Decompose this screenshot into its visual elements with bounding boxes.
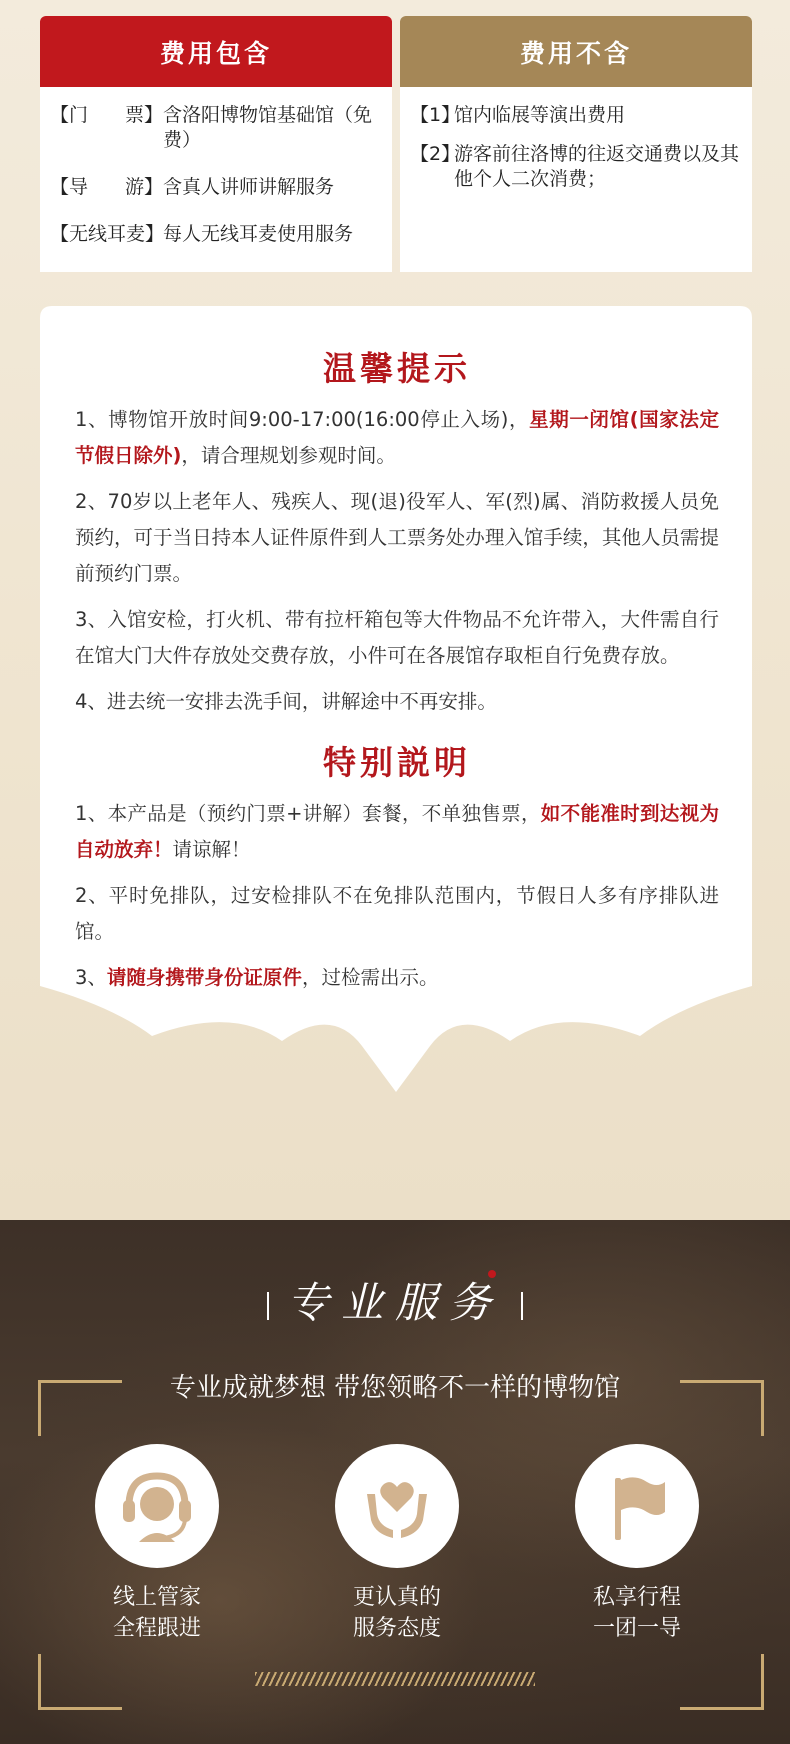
divider	[267, 1292, 269, 1320]
fee-section	[40, 16, 752, 272]
fee-included-list	[40, 87, 392, 247]
service-item	[297, 1444, 497, 1644]
service-subtitle: 专业成就梦想 带您领略不一样的博物馆	[169, 1373, 621, 1403]
tip-item: 2、70岁以上老年人、残疾人、现(退)役军人、军(烈)属、消防救援人员免预约，可于当日持本人证件原件到人工票务处办理入馆手续，其他人员需提前预约门票。	[75, 490, 719, 585]
list-item	[50, 222, 382, 247]
fee-number: 【2】	[410, 143, 461, 165]
service-item	[537, 1444, 737, 1644]
fee-included-title: 费用包含	[40, 16, 392, 87]
list-item	[50, 175, 382, 200]
fee-excluded-list	[400, 87, 752, 192]
service-section	[0, 1220, 790, 1744]
tip-item: 3、入馆安检，打火机、带有拉杆箱包等大件物品不允许带入，大件需自行在馆大门大件存放处交费存放，小件可在各展馆存取柜自行免费存放。	[75, 608, 719, 667]
fee-value: 含洛阳博物馆基础馆（免费）	[163, 104, 373, 151]
service-label: 私享行程 一团一导	[592, 1585, 681, 1641]
tip-item: 1、博物馆开放时间9:00-17:00(16:00停止入场)，星期一闭馆(国家法定节假日除外)，请合理规划参观时间。	[75, 408, 719, 467]
fee-value: 含真人讲师讲解服务	[163, 176, 335, 198]
note-item: 3、请随身携带身份证原件，过检需出示。	[75, 966, 439, 989]
decorative-stripes	[255, 1672, 535, 1686]
service-item	[57, 1444, 257, 1644]
fee-value: 游客前往洛博的往返交通费以及其他个人二次消费；	[454, 143, 740, 190]
fee-value: 馆内临展等演出费用	[454, 104, 626, 126]
list-item	[50, 103, 382, 153]
fee-number: 【1】	[410, 104, 461, 126]
notes-title: 特别説明	[323, 743, 471, 782]
fee-key: 【导	[50, 176, 89, 198]
tip-highlight: 星期一闭馆(国家法定节假日除外)	[75, 408, 719, 467]
fee-key: 游】	[124, 176, 163, 198]
note-highlight: 如不能准时到达视为自动放弃！	[75, 802, 719, 861]
heart-hands-icon	[335, 1444, 459, 1568]
tips-title: 温馨提示	[323, 349, 471, 388]
tips-card	[40, 306, 752, 1092]
fee-key: 【无线耳麦】	[50, 223, 165, 245]
fee-excluded-title: 费用不含	[400, 16, 752, 87]
fee-included-box	[40, 16, 392, 272]
fee-key: 票】	[124, 104, 163, 126]
divider	[521, 1292, 523, 1320]
list-item	[410, 103, 742, 128]
service-label: 更认真的 服务态度	[352, 1585, 441, 1641]
service-label: 线上管家 全程跟进	[112, 1585, 201, 1641]
note-item: 1、本产品是（预约门票+讲解）套餐，不单独售票，如不能准时到达视为自动放弃！请谅解！	[75, 802, 719, 861]
note-highlight: 请随身携带身份证原件	[106, 966, 302, 989]
accent-dot	[488, 1270, 496, 1278]
fee-value: 每人无线耳麦使用服务	[163, 223, 354, 245]
headset-icon	[95, 1444, 219, 1568]
flag-icon	[575, 1444, 699, 1568]
fee-excluded-box	[400, 16, 752, 272]
fee-key: 【门	[50, 104, 89, 126]
note-item: 2、平时免排队，过安检排队不在免排队范围内，节假日人多有序排队进馆。	[75, 884, 719, 943]
list-item	[410, 142, 742, 192]
service-title: 专业服务	[0, 1270, 790, 1330]
tip-item: 4、进去统一安排去洗手间，讲解途中不再安排。	[75, 690, 497, 713]
